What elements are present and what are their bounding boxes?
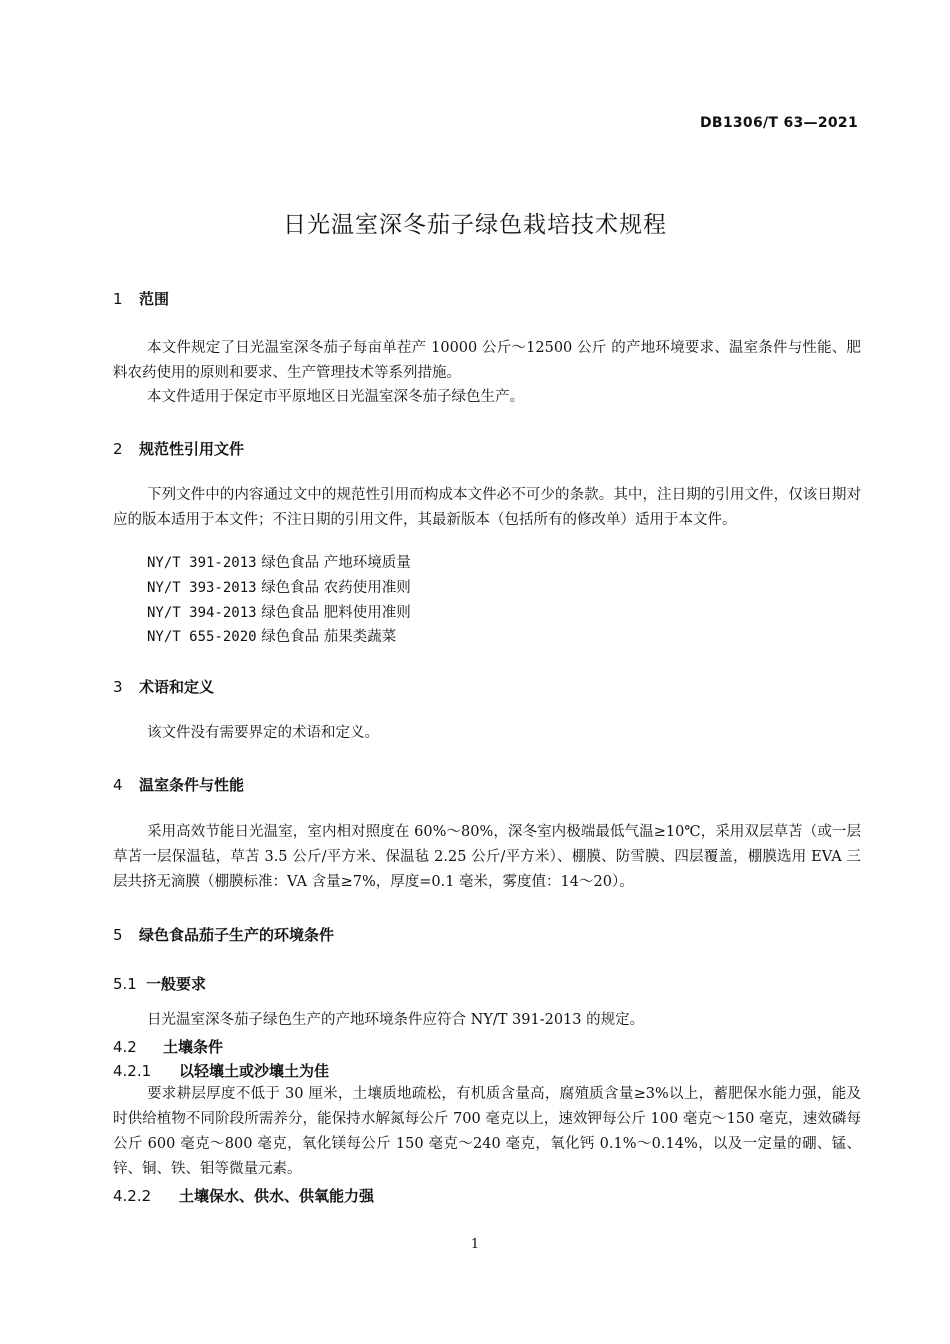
section-title: 土壤保水、供水、供氧能力强	[179, 1187, 375, 1205]
reference-item	[147, 601, 411, 622]
section-title: 一般要求	[146, 975, 207, 993]
section-3-heading	[113, 676, 214, 697]
reference-item	[147, 576, 411, 597]
document-title: 日光温室深冬茄子绿色栽培技术规程	[283, 212, 667, 238]
section-1-paragraph-1: 本文件规定了日光温室深冬茄子每亩单茬产 10000 公斤～12500 公斤 的产地环境要求、温室条件与性能、肥料农药使用的原则和要求、生产管理技术等系列措施。	[113, 340, 861, 381]
reference-code: NY/T 393-2013	[147, 580, 257, 596]
section-1-heading	[113, 288, 169, 309]
reference-name: 绿色食品 产地环境质量	[261, 555, 411, 571]
section-number: 5	[113, 926, 123, 944]
section-5-heading	[113, 924, 334, 945]
reference-name: 绿色食品 肥料使用准则	[261, 605, 411, 621]
reference-item	[147, 625, 396, 646]
reference-code: NY/T 655-2020	[147, 629, 257, 645]
reference-name: 绿色食品 农药使用准则	[261, 580, 411, 596]
section-title: 范围	[139, 290, 170, 308]
reference-name: 绿色食品 茄果类蔬菜	[261, 629, 397, 645]
section-number: 5.1	[113, 975, 137, 993]
section-title: 土壤条件	[163, 1038, 224, 1056]
subsection-4-2-2-heading	[113, 1185, 374, 1206]
subsection-4-2-1-paragraph-1: 要求耕层厚度不低于 30 厘米，土壤质地疏松，有机质含量高，腐殖质含量≥3%以上，蓄肥保水能力强，能及时供给植物不同阶段所需养分，能保持水解氮每公斤 700 毫克以上，速效钾每公斤 100 毫克～150 毫克，速效磷每公斤 600 毫克～800 毫克，氧化镁每公斤 150 毫克～240 毫克，氧化钙 0.1%～0.14%，以及一定量的硼、锰、锌、铜、铁、钼等微量元素。	[113, 1086, 861, 1177]
section-4-paragraph-1: 采用高效节能日光温室，室内相对照度在 60%～80%，深冬室内极端最低气温≥10℃，采用双层草苫（或一层草苫一层保温毡，草苫 3.5 公斤/平方米、保温毡 2.25 公斤/平方米）、棚膜、防雪膜、四层覆盖，棚膜选用 EVA 三层共挤无滴膜（棚膜标准：VA 含量≥7%，厚度=0.1 毫米，雾度值：14～20）。	[113, 824, 861, 890]
section-title: 术语和定义	[139, 678, 215, 696]
section-number: 4.2.1	[113, 1062, 152, 1080]
section-number: 3	[113, 678, 123, 696]
subsection-4-2-heading	[113, 1036, 223, 1057]
section-number: 4.2	[113, 1038, 137, 1056]
section-title: 以轻壤土或沙壤土为佳	[179, 1062, 330, 1080]
section-number: 4	[113, 776, 123, 794]
standard-number: DB1306/T 63—2021	[699, 115, 858, 131]
subsection-5-1-heading	[113, 973, 206, 994]
reference-item	[147, 551, 411, 572]
section-2-paragraph-1: 下列文件中的内容通过文中的规范性引用而构成本文件必不可少的条款。其中，注日期的引用文件，仅该日期对应的版本适用于本文件；不注日期的引用文件，其最新版本（包括所有的修改单）适用于本文件。	[113, 487, 861, 528]
section-title: 规范性引用文件	[139, 440, 245, 458]
subsection-4-2-1-heading	[113, 1060, 329, 1081]
section-title: 绿色食品茄子生产的环境条件	[139, 926, 335, 944]
section-number: 2	[113, 440, 123, 458]
subsection-5-1-paragraph-1: 日光温室深冬茄子绿色生产的产地环境条件应符合 NY/T 391-2013 的规定。	[147, 1012, 645, 1028]
section-title: 温室条件与性能	[139, 776, 245, 794]
section-number: 1	[113, 290, 123, 308]
reference-code: NY/T 391-2013	[147, 555, 257, 571]
page-number: 1	[470, 1237, 480, 1252]
section-number: 4.2.2	[113, 1187, 152, 1205]
section-3-paragraph-1: 该文件没有需要界定的术语和定义。	[147, 725, 379, 741]
section-4-heading	[113, 774, 244, 795]
reference-code: NY/T 394-2013	[147, 605, 257, 621]
section-1-paragraph-2: 本文件适用于保定市平原地区日光温室深冬茄子绿色生产。	[147, 389, 524, 405]
section-2-heading	[113, 438, 244, 459]
